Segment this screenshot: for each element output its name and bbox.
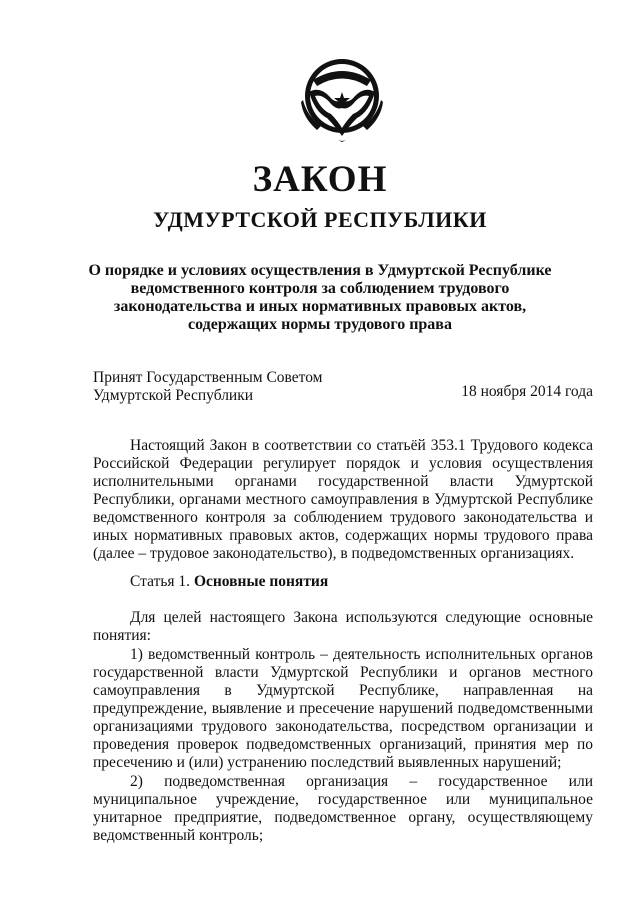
article-1-number: Статья 1.: [130, 573, 191, 590]
article-1-title: Основные понятия: [193, 573, 329, 590]
law-heading: О порядке и условиях осуществления в Удмуртской Республике ведомственного контроля за соблюдением трудового законодательства и иных нормативных правовых актов, содержащих нормы трудового права: [88, 262, 552, 333]
adopted-line-2: Удмуртской Республики: [93, 387, 254, 404]
adopted-line-1: Принят Государственным Советом: [93, 369, 323, 386]
law-subtitle: УДМУРТСКОЙ РЕСПУБЛИКИ: [153, 207, 487, 232]
coat-of-arms-emblem: [299, 56, 385, 150]
article-1-item-1: 1) ведомственный контроль – деятельность исполнительных органов государственной власти Удмуртской Республики и органов местного самоуправления в Удмуртской Республике, направленная на предупреждение, выявление и пресечение нарушений подведомственными организациями трудового законодательства, посредством организации и проведения проверок подведомственных организаций, принятия мер по пресечению и (или) устранению последствий выявленных нарушений;: [93, 646, 593, 771]
preamble-paragraph: Настоящий Закон в соответствии со статьёй 353.1 Трудового кодекса Российской Федерации регулирует порядок и условия осуществления исполнительными органами государственной власти Удмуртской Республики, органами местного самоуправления в Удмуртской Республике ведомственного контроля за соблюдением трудового законодательства и иных нормативных правовых актов, содержащих нормы трудового права (далее – трудовое законодательство), в подведомственных организациях.: [93, 437, 593, 562]
adopted-by: [93, 369, 323, 405]
article-1-item-2: 2) подведомственная организация – государственное или муниципальное учреждение, государственное или муниципальное унитарное предприятие, подведомственное органу, осуществляющему ведомственный контроль;: [93, 773, 593, 844]
law-title: ЗАКОН: [252, 159, 388, 200]
adopted-date: 18 ноября 2014 года: [461, 383, 593, 400]
article-1-intro: Для целей настоящего Закона используются следующие основные понятия:: [93, 609, 593, 644]
article-1-heading: [130, 573, 328, 591]
